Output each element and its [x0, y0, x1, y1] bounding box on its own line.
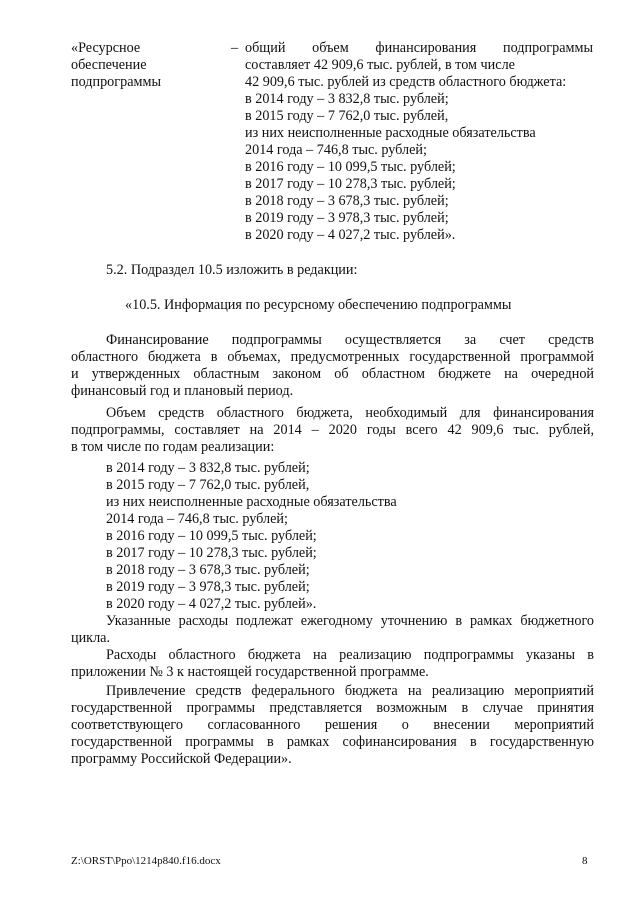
year-list-item: в 2014 году – 3 832,8 тыс. рублей; [106, 460, 310, 476]
paragraph-line: государственной программы в рамках софинансирования в государственную [71, 734, 594, 750]
table-right-line: в 2014 году – 3 832,8 тыс. рублей; [245, 91, 449, 107]
table-right-line: 42 909,6 тыс. рублей из средств областного бюджета: [245, 74, 567, 90]
year-list-item: в 2017 году – 10 278,3 тыс. рублей; [106, 545, 317, 561]
paragraph-line: областного бюджета в объемах, предусмотренных государственной программой [71, 349, 594, 365]
paragraph-line: в том числе по годам реализации: [71, 439, 275, 455]
table-left-line: подпрограммы [71, 74, 161, 90]
year-list-item: 2014 года – 746,8 тыс. рублей; [106, 511, 288, 527]
paragraph-line: программу Российской Федерации». [71, 751, 292, 767]
table-right-line: в 2016 году – 10 099,5 тыс. рублей; [245, 159, 456, 175]
paragraph-line: приложении № 3 к настоящей государственной программе. [71, 664, 429, 680]
year-list-item: в 2019 году – 3 978,3 тыс. рублей; [106, 579, 310, 595]
table-left-line: обеспечение [71, 57, 147, 73]
year-list-item: в 2016 году – 10 099,5 тыс. рублей; [106, 528, 317, 544]
table-right-line: в 2019 году – 3 978,3 тыс. рублей; [245, 210, 449, 226]
paragraph-line: цикла. [71, 630, 111, 646]
table-right-line: общий объем финансирования подпрограммы [245, 40, 593, 56]
year-list-item: в 2015 году – 7 762,0 тыс. рублей, [106, 477, 310, 493]
table-right-line: в 2020 году – 4 027,2 тыс. рублей». [245, 227, 456, 243]
paragraph-line: Указанные расходы подлежат ежегодному уточнению в рамках бюджетного [106, 613, 594, 629]
paragraph-line: и утвержденных областным законом об областном бюджете на очередной [71, 366, 594, 382]
paragraph-line: Расходы областного бюджета на реализацию подпрограммы указаны в [106, 647, 594, 663]
amendment-item: 5.2. Подраздел 10.5 изложить в редакции: [106, 262, 358, 278]
paragraph-line: Финансирование подпрограммы осуществляется за счет средств [106, 332, 594, 348]
table-right-line: в 2018 году – 3 678,3 тыс. рублей; [245, 193, 449, 209]
paragraph-line: государственной программы представляется возможным в случае принятия [71, 700, 594, 716]
table-right-line: в 2015 году – 7 762,0 тыс. рублей, [245, 108, 449, 124]
table-right-line: 2014 года – 746,8 тыс. рублей; [245, 142, 427, 158]
paragraph-line: Привлечение средств федерального бюджета на реализацию мероприятий [106, 683, 594, 699]
table-left-line: «Ресурсное [71, 40, 141, 56]
paragraph-line: Объем средств областного бюджета, необходимый для финансирования [106, 405, 594, 421]
year-list-item: в 2018 году – 3 678,3 тыс. рублей; [106, 562, 310, 578]
paragraph-line: соответствующего согласованного решения о внесении мероприятий [71, 717, 594, 733]
table-dash: – [231, 40, 239, 56]
footer-file-path: Z:\ORST\Ppo\1214p840.f16.docx [71, 855, 221, 867]
section-heading: «10.5. Информация по ресурсному обеспечению подпрограммы [125, 297, 512, 313]
paragraph-line: финансовый год и плановый период. [71, 383, 294, 399]
year-list-item: из них неисполненные расходные обязательства [106, 494, 397, 510]
year-list-item: в 2020 году – 4 027,2 тыс. рублей». [106, 596, 317, 612]
table-right-line: составляет 42 909,6 тыс. рублей, в том числе [245, 57, 515, 73]
page-number: 8 [582, 855, 588, 867]
table-right-line: в 2017 году – 10 278,3 тыс. рублей; [245, 176, 456, 192]
paragraph-line: подпрограммы, составляет на 2014 – 2020 годы всего 42 909,6 тыс. рублей, [71, 422, 594, 438]
table-right-line: из них неисполненные расходные обязательства [245, 125, 536, 141]
